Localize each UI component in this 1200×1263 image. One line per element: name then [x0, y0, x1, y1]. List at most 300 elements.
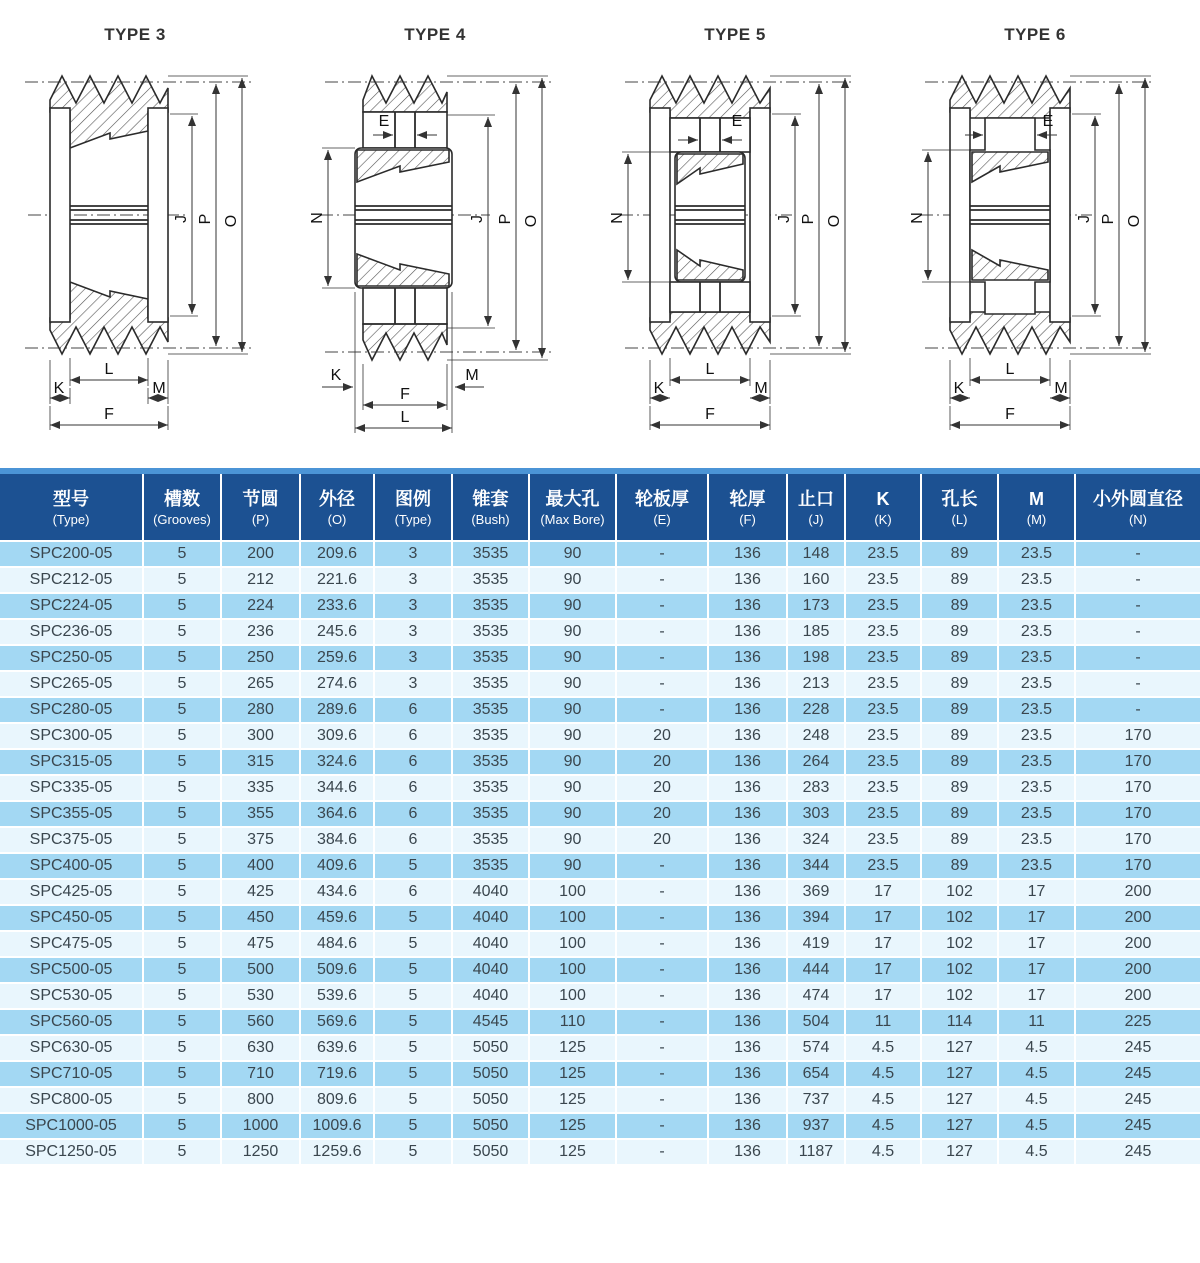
table-cell: SPC236-05 [0, 619, 143, 645]
table-cell: 245 [1075, 1113, 1200, 1139]
table-cell: 5 [143, 1087, 221, 1113]
table-cell: 5 [143, 1061, 221, 1087]
table-cell: SPC560-05 [0, 1009, 143, 1035]
table-cell: 102 [921, 905, 998, 931]
type4-panel [300, 0, 600, 468]
table-cell: - [616, 853, 708, 879]
dim-label-e: E [1042, 113, 1054, 130]
pulley-spec-table [0, 474, 1200, 1166]
table-row [0, 879, 1200, 905]
column-header-11 [921, 474, 998, 541]
table-cell: 114 [921, 1009, 998, 1035]
table-row [0, 1061, 1200, 1087]
header-cn-label: 最大孔 [545, 488, 600, 509]
table-cell: 127 [921, 1061, 998, 1087]
table-cell: 4.5 [998, 1035, 1075, 1061]
table-cell: 136 [708, 541, 787, 567]
table-cell: 324 [787, 827, 845, 853]
table-cell: 136 [708, 1139, 787, 1165]
type3-diagram [0, 0, 300, 468]
table-cell: 5 [374, 1087, 452, 1113]
table-cell: 5 [143, 1035, 221, 1061]
table-cell: 23.5 [998, 593, 1075, 619]
table-cell: 127 [921, 1087, 998, 1113]
type5-panel [600, 0, 900, 468]
table-cell: 200 [1075, 931, 1200, 957]
header-cn-label: 外径 [319, 488, 355, 509]
table-cell: 17 [845, 983, 921, 1009]
diagram-title: TYPE 4 [404, 25, 466, 44]
table-cell: 127 [921, 1113, 998, 1139]
table-cell: SPC400-05 [0, 853, 143, 879]
dim-label-p: P [497, 213, 514, 225]
table-cell: 23.5 [845, 775, 921, 801]
table-cell: 136 [708, 1035, 787, 1061]
type3-panel [0, 0, 300, 468]
header-sub-label: (N) [1128, 511, 1148, 527]
table-cell: 102 [921, 931, 998, 957]
column-header-0 [0, 474, 143, 541]
table-cell: 5 [374, 983, 452, 1009]
table-cell: 419 [787, 931, 845, 957]
table-row [0, 567, 1200, 593]
header-sub-label: (O) [327, 511, 347, 527]
table-cell: 5 [143, 1009, 221, 1035]
table-cell: 100 [529, 879, 616, 905]
table-cell: 136 [708, 1113, 787, 1139]
dim-label-e: E [378, 113, 390, 130]
table-cell: 136 [708, 853, 787, 879]
table-cell: - [616, 983, 708, 1009]
table-cell: 90 [529, 593, 616, 619]
table-cell: 3535 [452, 827, 529, 853]
table-cell: 136 [708, 827, 787, 853]
table-cell: 100 [529, 931, 616, 957]
table-cell: 185 [787, 619, 845, 645]
table-cell: 4.5 [998, 1061, 1075, 1087]
table-cell: SPC355-05 [0, 801, 143, 827]
table-cell: 125 [529, 1061, 616, 1087]
header-cn-label: 小外圆直径 [1093, 488, 1183, 509]
table-cell: 4.5 [998, 1139, 1075, 1165]
table-cell: SPC315-05 [0, 749, 143, 775]
table-cell: 170 [1075, 853, 1200, 879]
table-cell: 509.6 [300, 957, 374, 983]
table-cell: 198 [787, 645, 845, 671]
table-cell: 100 [529, 905, 616, 931]
table-cell: 4040 [452, 879, 529, 905]
table-cell: 17 [845, 905, 921, 931]
table-cell: 90 [529, 853, 616, 879]
table-cell: 20 [616, 723, 708, 749]
table-cell: 23.5 [998, 697, 1075, 723]
table-cell: SPC630-05 [0, 1035, 143, 1061]
table-cell: 136 [708, 567, 787, 593]
column-header-5 [452, 474, 529, 541]
table-cell: SPC335-05 [0, 775, 143, 801]
table-cell: 17 [845, 931, 921, 957]
table-cell: 20 [616, 749, 708, 775]
column-header-8 [708, 474, 787, 541]
table-cell: 3535 [452, 541, 529, 567]
table-cell: 170 [1075, 723, 1200, 749]
table-cell: 136 [708, 1009, 787, 1035]
table-cell: 136 [708, 723, 787, 749]
table-cell: 283 [787, 775, 845, 801]
table-cell: 89 [921, 593, 998, 619]
type4-diagram [300, 0, 600, 468]
table-cell: 89 [921, 671, 998, 697]
table-cell: - [1075, 697, 1200, 723]
table-cell: 3535 [452, 723, 529, 749]
header-sub-label: (Max Bore) [540, 511, 605, 527]
header-cn-label: 孔长 [941, 488, 978, 509]
table-cell: 5 [374, 1139, 452, 1165]
header-cn-label: 槽数 [164, 488, 200, 509]
table-cell: 23.5 [845, 567, 921, 593]
table-cell: 136 [708, 749, 787, 775]
table-cell: 355 [221, 801, 300, 827]
table-cell: 5 [374, 905, 452, 931]
table-cell: 3535 [452, 567, 529, 593]
table-cell: 125 [529, 1139, 616, 1165]
header-sub-label: (Grooves) [153, 511, 211, 527]
table-cell: 474 [787, 983, 845, 1009]
table-cell: 245.6 [300, 619, 374, 645]
table-cell: 23.5 [998, 619, 1075, 645]
table-cell: 6 [374, 801, 452, 827]
table-cell: 3535 [452, 697, 529, 723]
table-cell: 3 [374, 567, 452, 593]
column-header-13 [1075, 474, 1200, 541]
table-cell: 200 [1075, 983, 1200, 1009]
table-cell: 89 [921, 645, 998, 671]
dim-label-n: N [609, 212, 626, 224]
table-cell: 23.5 [845, 645, 921, 671]
table-cell: 23.5 [845, 749, 921, 775]
table-cell: 459.6 [300, 905, 374, 931]
table-cell: 484.6 [300, 931, 374, 957]
table-cell: 170 [1075, 775, 1200, 801]
table-cell: 259.6 [300, 645, 374, 671]
table-cell: 127 [921, 1035, 998, 1061]
table-cell: - [616, 1009, 708, 1035]
table-cell: 125 [529, 1035, 616, 1061]
table-cell: 250 [221, 645, 300, 671]
table-cell: 344.6 [300, 775, 374, 801]
table-cell: 539.6 [300, 983, 374, 1009]
header-sub-label: (Bush) [471, 511, 510, 527]
table-cell: 504 [787, 1009, 845, 1035]
column-header-2 [221, 474, 300, 541]
pulley-cross-section [920, 76, 1155, 354]
table-cell: 136 [708, 931, 787, 957]
table-header [0, 474, 1200, 541]
table-cell: 400 [221, 853, 300, 879]
table-cell: 3 [374, 671, 452, 697]
table-cell: 409.6 [300, 853, 374, 879]
table-cell: 23.5 [998, 645, 1075, 671]
dim-label-o: O [523, 214, 540, 228]
table-cell: 5050 [452, 1061, 529, 1087]
pulley-cross-section [25, 76, 252, 354]
table-cell: 136 [708, 645, 787, 671]
table-row [0, 1139, 1200, 1165]
table-cell: SPC1000-05 [0, 1113, 143, 1139]
table-cell: 233.6 [300, 593, 374, 619]
table-cell: 245 [1075, 1087, 1200, 1113]
table-cell: 23.5 [998, 775, 1075, 801]
column-header-6 [529, 474, 616, 541]
table-cell: 530 [221, 983, 300, 1009]
header-cn-label: M [1029, 488, 1044, 509]
table-cell: 136 [708, 879, 787, 905]
table-cell: 5 [374, 1113, 452, 1139]
table-cell: - [616, 541, 708, 567]
header-sub-label: (E) [653, 511, 671, 527]
header-sub-label: (K) [874, 511, 892, 527]
table-cell: 1009.6 [300, 1113, 374, 1139]
table-row [0, 827, 1200, 853]
dim-label-m: M [152, 380, 166, 397]
table-cell: 639.6 [300, 1035, 374, 1061]
header-sub-label: (Type) [52, 511, 90, 527]
table-cell: 3535 [452, 593, 529, 619]
table-cell: 23.5 [998, 749, 1075, 775]
table-row [0, 697, 1200, 723]
dim-label-l: L [104, 361, 114, 378]
column-header-10 [845, 474, 921, 541]
table-row [0, 801, 1200, 827]
header-row [0, 474, 1200, 541]
table-cell: 4.5 [845, 1035, 921, 1061]
table-row [0, 905, 1200, 931]
table-cell: SPC800-05 [0, 1087, 143, 1113]
table-cell: - [1075, 567, 1200, 593]
table-cell: 1000 [221, 1113, 300, 1139]
table-row [0, 645, 1200, 671]
header-sub-label: (L) [951, 511, 968, 527]
table-cell: - [616, 645, 708, 671]
table-row [0, 957, 1200, 983]
table-row [0, 723, 1200, 749]
table-cell: 23.5 [998, 853, 1075, 879]
table-cell: - [1075, 671, 1200, 697]
dim-label-j: J [173, 215, 190, 223]
table-cell: 5 [143, 671, 221, 697]
table-cell: 4.5 [845, 1113, 921, 1139]
table-cell: 17 [998, 983, 1075, 1009]
table-cell: 23.5 [845, 853, 921, 879]
table-cell: 245 [1075, 1139, 1200, 1165]
table-cell: SPC500-05 [0, 957, 143, 983]
table-cell: 5 [143, 723, 221, 749]
table-body [0, 541, 1200, 1165]
table-row [0, 931, 1200, 957]
table-cell: 136 [708, 983, 787, 1009]
table-cell: SPC200-05 [0, 541, 143, 567]
table-cell: 23.5 [998, 541, 1075, 567]
table-cell: 23.5 [845, 541, 921, 567]
table-cell: 289.6 [300, 697, 374, 723]
table-cell: 236 [221, 619, 300, 645]
table-cell: 3535 [452, 671, 529, 697]
dim-label-m: M [754, 380, 768, 397]
table-cell: 560 [221, 1009, 300, 1035]
diagram-title: TYPE 5 [704, 25, 766, 44]
table-cell: 5050 [452, 1035, 529, 1061]
table-cell: 90 [529, 801, 616, 827]
table-cell: 6 [374, 749, 452, 775]
dim-label-n: N [309, 212, 326, 224]
table-cell: 90 [529, 749, 616, 775]
table-cell: 90 [529, 723, 616, 749]
table-cell: 136 [708, 593, 787, 619]
table-row [0, 671, 1200, 697]
table-cell: 160 [787, 567, 845, 593]
table-cell: - [616, 1061, 708, 1087]
table-cell: 5 [374, 853, 452, 879]
table-row [0, 983, 1200, 1009]
table-cell: 4.5 [998, 1087, 1075, 1113]
table-cell: 173 [787, 593, 845, 619]
table-cell: 5 [143, 983, 221, 1009]
dim-label-p: P [800, 213, 817, 225]
dim-label-k: K [953, 380, 965, 397]
header-sub-label: (Type) [394, 511, 432, 527]
table-cell: 23.5 [845, 593, 921, 619]
table-cell: 127 [921, 1139, 998, 1165]
table-row [0, 775, 1200, 801]
table-cell: 100 [529, 957, 616, 983]
table-cell: 20 [616, 801, 708, 827]
table-cell: 5 [143, 905, 221, 931]
table-cell: 3535 [452, 645, 529, 671]
dim-label-k: K [653, 380, 665, 397]
table-row [0, 1113, 1200, 1139]
column-header-9 [787, 474, 845, 541]
table-cell: 136 [708, 775, 787, 801]
table-cell: 136 [708, 619, 787, 645]
table-cell: 136 [708, 671, 787, 697]
table-cell: 125 [529, 1113, 616, 1139]
table-cell: - [1075, 619, 1200, 645]
table-cell: SPC1250-05 [0, 1139, 143, 1165]
table-cell: 434.6 [300, 879, 374, 905]
table-cell: 3 [374, 619, 452, 645]
dim-label-m: M [465, 367, 479, 384]
header-cn-label: 型号 [53, 488, 89, 509]
table-row [0, 593, 1200, 619]
table-cell: - [1075, 541, 1200, 567]
header-cn-label: 轮板厚 [635, 488, 689, 509]
table-cell: 170 [1075, 801, 1200, 827]
table-cell: 221.6 [300, 567, 374, 593]
table-cell: 136 [708, 905, 787, 931]
type6-panel [900, 0, 1200, 468]
table-cell: SPC250-05 [0, 645, 143, 671]
table-cell: 280 [221, 697, 300, 723]
dim-label-p: P [197, 213, 214, 225]
table-cell: 136 [708, 1061, 787, 1087]
table-cell: 6 [374, 723, 452, 749]
table-cell: - [616, 593, 708, 619]
table-cell: 5 [143, 697, 221, 723]
table-cell: 90 [529, 541, 616, 567]
table-cell: 5 [143, 801, 221, 827]
table-cell: 89 [921, 827, 998, 853]
table-cell: 110 [529, 1009, 616, 1035]
table-row [0, 749, 1200, 775]
table-cell: 228 [787, 697, 845, 723]
table-cell: 102 [921, 957, 998, 983]
table-cell: 200 [1075, 879, 1200, 905]
table-cell: 90 [529, 645, 616, 671]
table-cell: 264 [787, 749, 845, 775]
table-cell: 170 [1075, 827, 1200, 853]
table-cell: 224 [221, 593, 300, 619]
table-cell: 5050 [452, 1113, 529, 1139]
table-cell: 20 [616, 775, 708, 801]
type5-diagram [600, 0, 900, 468]
table-cell: 5 [374, 957, 452, 983]
table-cell: 4545 [452, 1009, 529, 1035]
table-cell: 569.6 [300, 1009, 374, 1035]
table-cell: 23.5 [845, 723, 921, 749]
table-cell: 200 [221, 541, 300, 567]
table-cell: 5 [143, 775, 221, 801]
table-cell: 5 [374, 1035, 452, 1061]
table-cell: 245 [1075, 1061, 1200, 1087]
dim-label-j: J [1076, 215, 1093, 223]
table-cell: 5 [143, 931, 221, 957]
table-cell: SPC375-05 [0, 827, 143, 853]
table-cell: SPC265-05 [0, 671, 143, 697]
table-cell: 5 [143, 957, 221, 983]
table-cell: 4.5 [845, 1139, 921, 1165]
table-cell: 800 [221, 1087, 300, 1113]
dim-label-l: L [705, 361, 715, 378]
table-cell: 20 [616, 827, 708, 853]
table-cell: 23.5 [998, 827, 1075, 853]
table-cell: 245 [1075, 1035, 1200, 1061]
table-cell: 6 [374, 879, 452, 905]
table-row [0, 1009, 1200, 1035]
table-cell: 90 [529, 619, 616, 645]
dim-label-k: K [330, 367, 342, 384]
table-row [0, 1035, 1200, 1061]
table-cell: 5 [374, 931, 452, 957]
table-cell: 574 [787, 1035, 845, 1061]
table-cell: 4.5 [998, 1113, 1075, 1139]
table-row [0, 619, 1200, 645]
table-cell: 5 [143, 1113, 221, 1139]
table-cell: 315 [221, 749, 300, 775]
table-cell: 5 [143, 853, 221, 879]
table-cell: SPC475-05 [0, 931, 143, 957]
table-cell: - [616, 957, 708, 983]
table-cell: 3535 [452, 749, 529, 775]
column-header-12 [998, 474, 1075, 541]
table-cell: 3535 [452, 775, 529, 801]
table-cell: 4040 [452, 983, 529, 1009]
column-header-1 [143, 474, 221, 541]
table-cell: 394 [787, 905, 845, 931]
table-cell: 4040 [452, 957, 529, 983]
table-cell: 375 [221, 827, 300, 853]
table-cell: 90 [529, 827, 616, 853]
table-cell: 102 [921, 879, 998, 905]
